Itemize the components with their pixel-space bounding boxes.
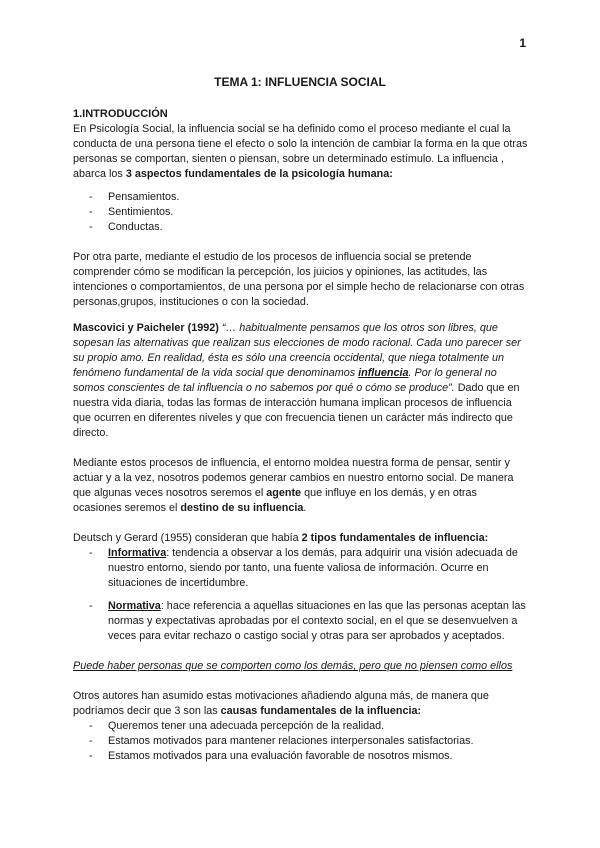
document-body	[73, 107, 528, 764]
env-agent: agente	[266, 487, 302, 499]
intro-text: En Psicología Social, la influencia social se ha definido como el proceso mediante el cual la conducta de una persona tiene el efecto o solo la intención de cambiar la forma en la que otras personas se comportan, sienten o piensan, sobre un determinado estímulo. La influencia , abarca los	[73, 123, 528, 180]
list-item: - Estamos motivados para una evaluación favorable de nosotros mismos.	[73, 749, 528, 764]
intro-paragraph	[73, 122, 528, 182]
list-item: - Sentimientos.	[73, 205, 528, 220]
influence-types-list	[73, 546, 528, 644]
page-title: TEMA 1: INFLUENCIA SOCIAL	[214, 75, 386, 89]
note-line: Puede haber personas que se comporten como los demás, pero que no piensen como ellos	[73, 660, 513, 672]
causes-intro	[73, 689, 528, 719]
quote-followup: Dado que en nuestra vida diaria, todas las formas de interacción humana implican procesos de influencia que ocurren en diferentes niveles y que con frecuencia tienen un carácter más indirecto que directo.	[73, 382, 520, 439]
environment-paragraph	[73, 456, 528, 516]
type-desc: : tendencia a observar a los demás, para adquirir una visión adecuada de nuestro entorno, siendo por tanto, una fuente valiosa de información. Ocurre en situaciones de incertidumbre.	[108, 547, 518, 589]
list-item: - Conductas.	[73, 220, 528, 235]
section-heading: 1.INTRODUCCIÓN	[73, 108, 168, 120]
env-text-c: .	[303, 502, 307, 514]
list-item: - Pensamientos.	[73, 190, 528, 205]
intro-bold: 3 aspectos fundamentales de la psicología humana:	[125, 168, 393, 180]
env-text-b: que influye en los demás, y en otras ocasiones seremos el	[73, 487, 477, 514]
type-name: Normativa	[108, 600, 161, 612]
causes-intro-text: Otros autores han asumido estas motivaciones añadiendo alguna más, de manera que podríamos decir que 3 son las	[73, 690, 489, 717]
quote-author: Mascovici y Paicheler (1992)	[73, 322, 219, 334]
env-destination: destino de su influencia	[180, 502, 304, 514]
types-intro-text: Deutsch y Gerard (1955) consideran que había	[73, 532, 302, 544]
type-desc: : hace referencia a aquellas situaciones en las que las personas aceptan las normas y expectativas aprobadas por el contexto social, en el que se desenvuelven a veces para evitar rechazo o castigo social y otras para ser aprobados y aceptados.	[108, 600, 526, 642]
list-item	[73, 599, 528, 644]
quote-text-end: . Por lo general no somos conscientes de tal influencia o no sabemos por qué o cómo se produce”.	[73, 367, 497, 394]
type-name: Informativa	[108, 547, 167, 559]
study-paragraph: Por otra parte, mediante el estudio de los procesos de influencia social se pretende comprender cómo se modifican la percepción, los juicios y opiniones, las actitudes, las intenciones o comportamientos, de una persona por el simple hecho de relacionarse con otras personas,grupos, instituciones o con la sociedad.	[73, 251, 525, 308]
list-item: - Queremos tener una adecuada percepción de la realidad.	[73, 719, 528, 734]
list-item: - Estamos motivados para mantener relaciones interpersonales satisfactorias.	[73, 734, 528, 749]
causes-list	[73, 719, 528, 764]
causes-intro-bold: causas fundamentales de la influencia:	[220, 705, 422, 717]
page-number: 1	[519, 36, 526, 50]
quote-keyword: influencia	[358, 367, 409, 379]
types-intro	[73, 531, 528, 546]
types-intro-bold: 2 tipos fundamentales de influencia:	[301, 532, 489, 544]
quote-text: “… habitualmente pensamos que los otros son libres, que sopesan las alternativas que realizan sus elecciones de modo racional. Cada uno parecer ser su propio amo. En realidad, ésta es sólo una creencia occidental, que niega totalmente un fenómeno fundamental de la vida social que denominamos	[73, 322, 521, 379]
list-item	[73, 546, 528, 591]
env-text-a: Mediante estos procesos de influencia, el entorno moldea nuestra forma de pensar, sentir y actuar y a la vez, nosotros podemos generar cambios en nuestro entorno social. De manera que algunas veces nosotros seremos el	[73, 457, 514, 499]
aspects-list	[73, 190, 528, 235]
quote-paragraph	[73, 321, 528, 441]
